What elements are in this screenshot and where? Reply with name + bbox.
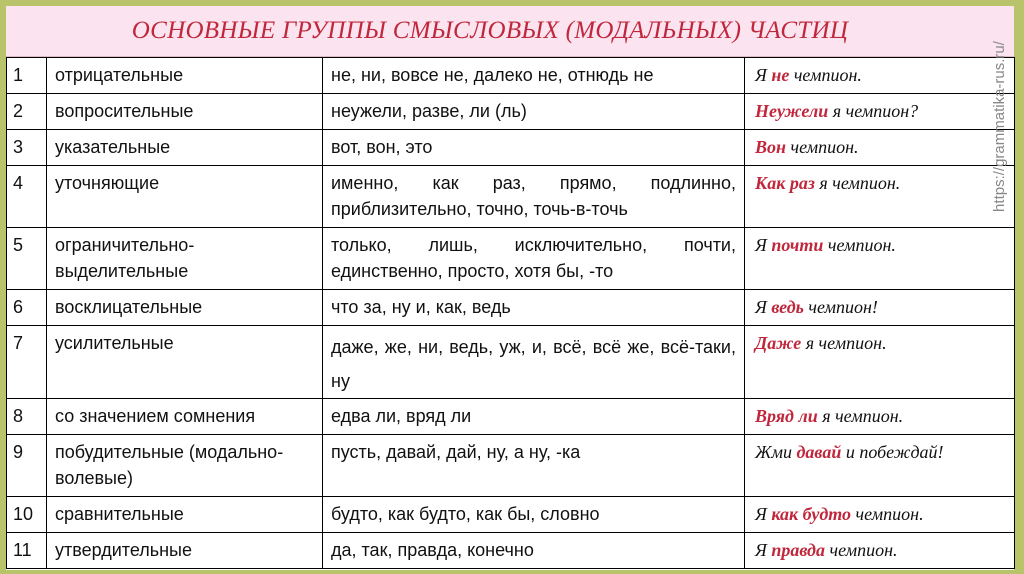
title-bar (6, 6, 1014, 57)
example-text: чемпион. (851, 504, 924, 524)
table-row (7, 326, 1015, 399)
example-text: я чемпион? (828, 101, 919, 121)
particles-list: едва ли, вряд ли (323, 399, 745, 435)
particles-list: пусть, давай, дай, ну, а ну, -ка (323, 435, 745, 497)
example-sentence (745, 326, 1015, 399)
particles-list: именно, как раз, прямо, подлинно, приблизительно, точно, точь-в-точь (323, 166, 745, 228)
row-number: 8 (7, 399, 47, 435)
particles-list: не, ни, вовсе не, далеко не, отнюдь не (323, 58, 745, 94)
row-number: 4 (7, 166, 47, 228)
highlighted-particle: почти (771, 235, 824, 255)
watermark (988, 6, 1010, 246)
example-text: Жми (755, 442, 797, 462)
particle-group: указательные (47, 130, 323, 166)
row-number: 2 (7, 94, 47, 130)
highlighted-particle: Вряд ли (755, 406, 818, 426)
highlighted-particle: ведь (771, 297, 804, 317)
highlighted-particle: давай (796, 442, 842, 462)
highlighted-particle: Неужели (755, 101, 829, 121)
particle-group: усилительные (47, 326, 323, 399)
example-sentence (745, 533, 1015, 569)
table-row (7, 130, 1015, 166)
example-text: я чемпион. (801, 333, 887, 353)
table-row (7, 399, 1015, 435)
example-sentence (745, 497, 1015, 533)
particle-group: восклицательные (47, 290, 323, 326)
highlighted-particle: как будто (771, 504, 852, 524)
example-text: Я (755, 540, 772, 560)
example-text: я чемпион. (814, 173, 901, 193)
particles-table (6, 57, 1015, 569)
example-text: чемпион! (803, 297, 878, 317)
row-number: 5 (7, 228, 47, 290)
particle-group: со значением сомнения (47, 399, 323, 435)
particle-group: вопросительные (47, 94, 323, 130)
row-number: 11 (7, 533, 47, 569)
particle-group: уточняющие (47, 166, 323, 228)
page-title: ОСНОВНЫЕ ГРУППЫ СМЫСЛОВЫХ (МОДАЛЬНЫХ) ЧАСТИЦ (131, 17, 849, 44)
example-sentence (745, 94, 1015, 130)
particles-list: даже, же, ни, ведь, уж, и, всё, всё же, всё-таки, ну (323, 326, 745, 399)
example-text: Я (755, 235, 772, 255)
particle-group: сравнительные (47, 497, 323, 533)
page-frame (6, 6, 1014, 570)
particle-group: побудительные (модально-волевые) (47, 435, 323, 497)
particles-list: что за, ну и, как, ведь (323, 290, 745, 326)
particles-list: только, лишь, исключительно, почти, единственно, просто, хотя бы, -то (323, 228, 745, 290)
particles-list: вот, вон, это (323, 130, 745, 166)
highlighted-particle: Как раз (755, 173, 815, 193)
example-sentence (745, 58, 1015, 94)
table-row (7, 533, 1015, 569)
highlighted-particle: не (771, 65, 790, 85)
row-number: 7 (7, 326, 47, 399)
table-row (7, 290, 1015, 326)
table-row (7, 435, 1015, 497)
highlighted-particle: Даже (755, 333, 802, 353)
table-row (7, 94, 1015, 130)
row-number: 6 (7, 290, 47, 326)
table-row (7, 58, 1015, 94)
table-row (7, 166, 1015, 228)
example-text: я чемпион. (817, 406, 904, 426)
particle-group: ограничительно-выделительные (47, 228, 323, 290)
highlighted-particle: Вон (755, 137, 786, 157)
example-sentence (745, 166, 1015, 228)
example-text: и побеждай! (841, 442, 944, 462)
particles-list: да, так, правда, конечно (323, 533, 745, 569)
example-text: чемпион. (786, 137, 859, 157)
example-text: чемпион. (789, 65, 862, 85)
example-text: чемпион. (824, 540, 898, 560)
example-sentence (745, 399, 1015, 435)
example-sentence (745, 290, 1015, 326)
row-number: 3 (7, 130, 47, 166)
example-text: чемпион. (823, 235, 896, 255)
row-number: 1 (7, 58, 47, 94)
table-row (7, 497, 1015, 533)
particles-list: будто, как будто, как бы, словно (323, 497, 745, 533)
example-text: Я (755, 65, 772, 85)
table-row (7, 228, 1015, 290)
row-number: 10 (7, 497, 47, 533)
particles-list: неужели, разве, ли (ль) (323, 94, 745, 130)
highlighted-particle: правда (771, 540, 825, 560)
example-sentence (745, 228, 1015, 290)
particle-group: утвердительные (47, 533, 323, 569)
example-text: Я (755, 504, 772, 524)
example-text: Я (755, 297, 772, 317)
watermark-text: https://grammatika-rus.ru/ (990, 40, 1008, 212)
example-sentence (745, 130, 1015, 166)
example-sentence (745, 435, 1015, 497)
row-number: 9 (7, 435, 47, 497)
particle-group: отрицательные (47, 58, 323, 94)
